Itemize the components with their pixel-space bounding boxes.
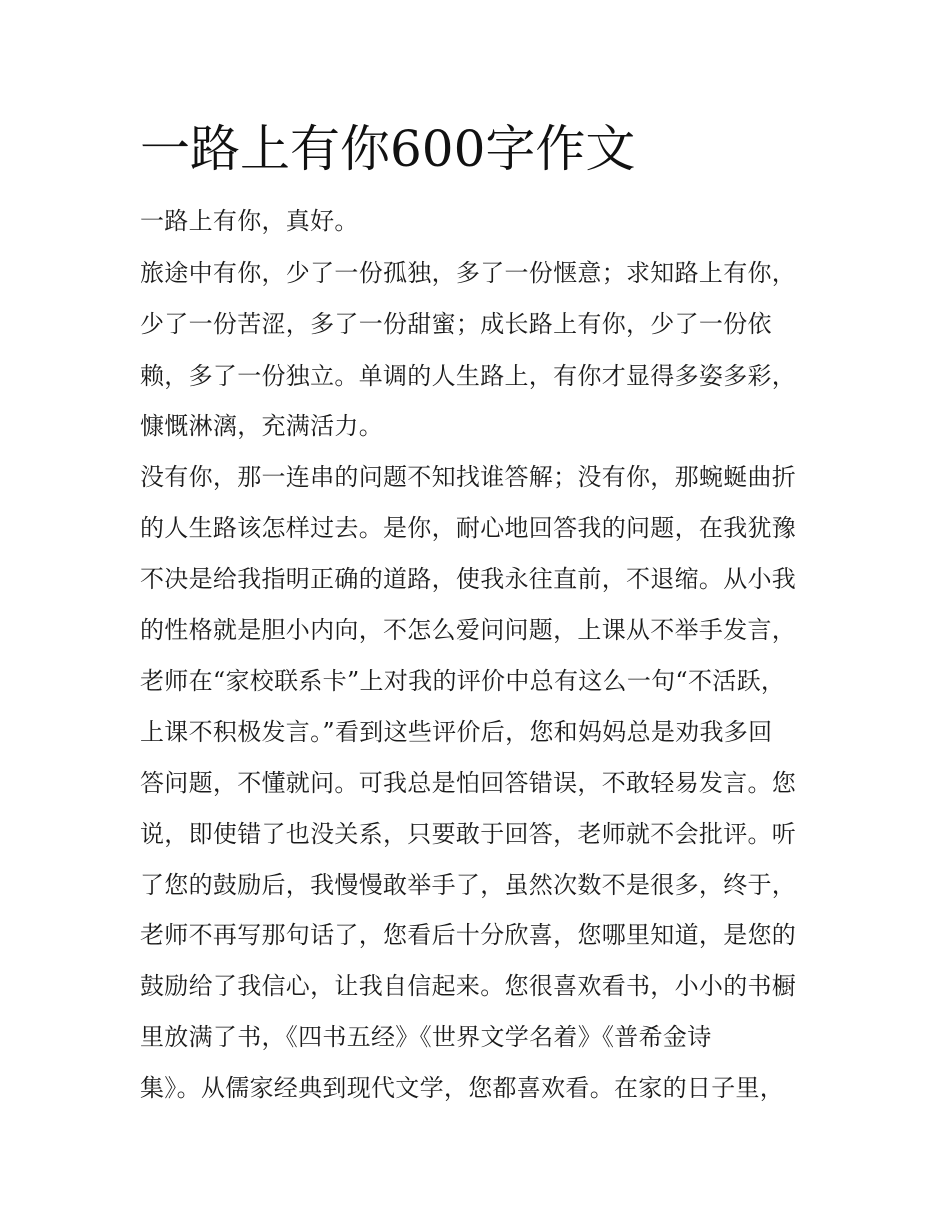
body-line: 没有你，那一连串的问题不知找谁答解；没有你，那蜿蜒曲折	[140, 463, 797, 491]
body-line: 集》。从儒家经典到现代文学，您都喜欢看。在家的日子里，	[140, 1074, 785, 1102]
body-line: 上课不积极发言。”看到这些评价后，您和妈妈总是劝我多回	[140, 718, 773, 746]
document-title: 一路上有你600字作文	[140, 120, 636, 178]
body-line: 旅途中有你，少了一份孤独，多了一份惬意；求知路上有你，	[140, 259, 797, 287]
body-line: 的人生路该怎样过去。是你，耐心地回答我的问题，在我犹豫	[140, 514, 797, 542]
body-line: 不决是给我指明正确的道路，使我永往直前，不退缩。从小我	[140, 565, 797, 593]
body-line: 答问题，不懂就问。可我总是怕回答错误，不敢轻易发言。您	[140, 769, 797, 797]
body-line: 老师在“家校联系卡”上对我的评价中总有这么一句“不活跃，	[140, 667, 786, 695]
body-line: 鼓励给了我信心，让我自信起来。您很喜欢看书，小小的书橱	[140, 972, 797, 1000]
body-line: 少了一份苦涩，多了一份甜蜜；成长路上有你，少了一份依	[140, 310, 772, 338]
body-line: 赖，多了一份独立。单调的人生路上，有你才显得多姿多彩，	[140, 362, 797, 390]
body-line: 了您的鼓励后，我慢慢敢举手了，虽然次数不是很多，终于，	[140, 871, 797, 899]
body-line: 的性格就是胆小内向，不怎么爱问问题，上课从不举手发言，	[140, 616, 797, 644]
body-line: 慷慨淋漓，充满活力。	[140, 412, 383, 440]
body-line: 说，即使错了也没关系，只要敢于回答，老师就不会批评。听	[140, 820, 797, 848]
body-line: 老师不再写那句话了，您看后十分欣喜，您哪里知道，是您的	[140, 921, 797, 949]
body-line: 一路上有你，真好。	[140, 207, 359, 235]
body-line: 里放满了书，《四书五经》《世界文学名着》《普希金诗	[140, 1023, 712, 1051]
